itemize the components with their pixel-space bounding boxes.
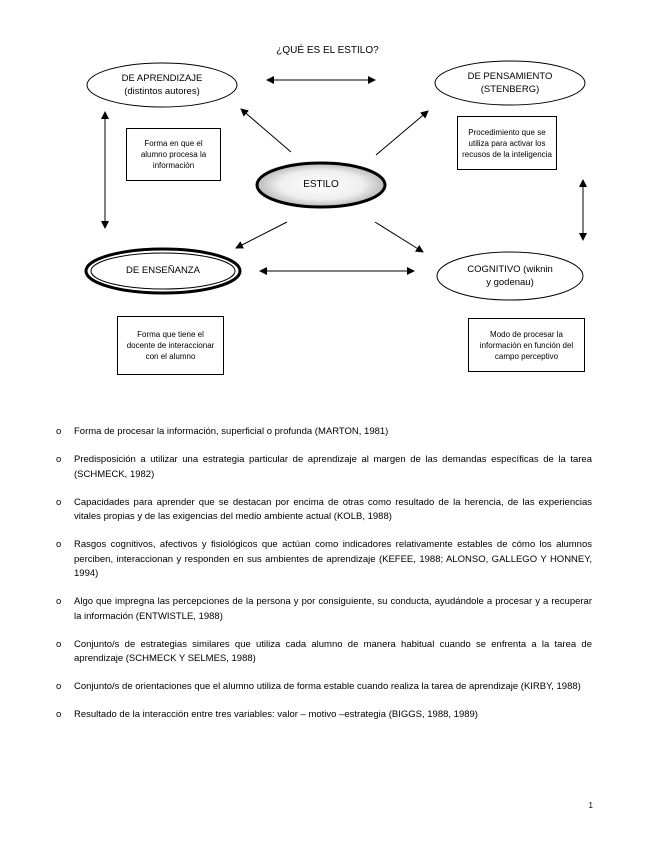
page-number: 1 — [588, 801, 593, 810]
definition-text: Rasgos cognitivos, afectivos y fisiológicos que actúan como indicadores relativamente estables de cómo los alumnos perciben, interaccionan y responden en sus ambientes de aprendizaje (KEFEE, 1988; ALONSO, GALLEGO Y HONNEY, 1994) — [74, 539, 592, 579]
bullet-marker: o — [56, 426, 62, 437]
definition-text: Capacidades para aprender que se destacan por encima de otras como resultado de la herencia, de las experiencias vitales propias y de las exigencias del medio ambiente actual (KOLB, 1988) — [74, 496, 592, 522]
node-cognitivo-text — [445, 263, 575, 289]
definition-item — [56, 453, 592, 482]
bullet-marker: o — [56, 681, 62, 692]
node-aprendizaje-label: DE APRENDIZAJE — [121, 73, 203, 84]
node-aprendizaje-sublabel: (distintos autores) — [124, 86, 200, 97]
definitions-list — [56, 425, 592, 736]
box-ensenanza-text: Forma que tiene el docente de interaccionar con el alumno — [126, 330, 215, 361]
node-pensamiento-label: DE PENSAMIENTO — [467, 71, 553, 82]
box-ensenanza — [117, 316, 224, 375]
diagram-title: ¿QUÉ ES EL ESTILO? — [276, 45, 379, 56]
node-ensenanza-text — [93, 264, 233, 277]
definition-text: Predisposición a utilizar una estrategia particular de aprendizaje al margen de las demandas específicas de la tarea (SCHMECK, 1982) — [74, 454, 592, 480]
definition-item — [56, 595, 592, 624]
box-pensamiento — [457, 116, 557, 170]
bullet-marker: o — [56, 709, 62, 720]
node-cognitivo-label: COGNITIVO (wiknin — [467, 264, 553, 275]
center-estilo-label: ESTILO — [303, 179, 339, 190]
bullet-marker: o — [56, 596, 62, 607]
node-pensamiento-text — [440, 70, 580, 96]
definition-item — [56, 496, 592, 525]
box-cognitivo-text: Modo de procesar la información en función del campo perceptivo — [479, 329, 574, 361]
arrow-center-to-pensamiento — [376, 111, 428, 155]
bullet-marker: o — [56, 454, 62, 465]
definition-item — [56, 680, 592, 695]
definition-item — [56, 708, 592, 723]
arrow-center-to-cognitivo — [375, 222, 423, 252]
box-pensamiento-text: Procedimiento que se utiliza para activar los recusos de la inteligencia — [462, 127, 552, 159]
box-aprendizaje — [126, 128, 221, 181]
bullet-marker: o — [56, 496, 62, 508]
definition-text: Conjunto/s de estrategias similares que utiliza cada alumno de manera habitual cuando se enfrenta a la tarea de aprendizaje (SCHMECK Y SELMES, 1988) — [74, 638, 592, 664]
definition-text: Algo que impregna las percepciones de la persona y por consiguiente, su conducta, ayudándole a procesar y a recuperar la información (ENTWISTLE, 1988) — [74, 596, 592, 622]
node-pensamiento-sublabel: (STENBERG) — [480, 84, 540, 95]
definition-text: Forma de procesar la información, superficial o profunda (MARTON, 1981) — [74, 426, 389, 437]
definition-text: Resultado de la interacción entre tres variables: valor – motivo –estrategia (BIGGS, 1988, 1989) — [74, 709, 478, 720]
definition-item — [56, 538, 592, 582]
bullet-marker: o — [56, 638, 62, 650]
box-aprendizaje-text: Forma en que el alumno procesa la información — [140, 139, 207, 170]
node-aprendizaje-text — [92, 72, 232, 98]
bullet-marker: o — [56, 539, 62, 550]
definition-item — [56, 638, 592, 667]
box-cognitivo — [468, 318, 585, 372]
arrow-center-to-aprendizaje — [241, 109, 291, 152]
node-ensenanza-label: DE ENSEÑANZA — [126, 265, 200, 276]
definition-item — [56, 425, 592, 440]
definition-text: Conjunto/s de orientaciones que el alumno utiliza de forma estable cuando realiza la tarea de aprendizaje (KIRBY, 1988) — [74, 681, 581, 692]
node-cognitivo-sublabel: y godenau) — [486, 277, 534, 288]
arrow-center-to-ensenanza — [236, 222, 287, 248]
